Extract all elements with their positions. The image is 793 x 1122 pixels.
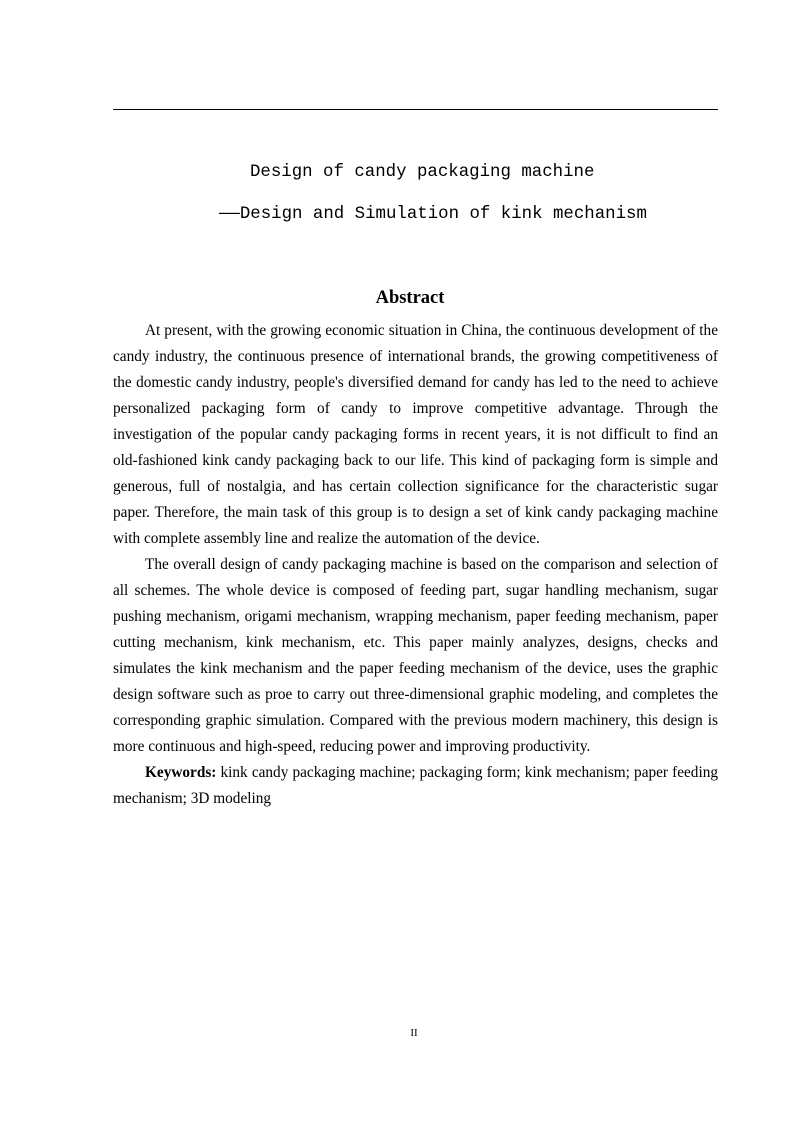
keywords-label: Keywords: (145, 764, 217, 781)
abstract-paragraph-2: The overall design of candy packaging machine is based on the comparison and selection of all schemes. The whole device is composed of feeding part, sugar handling mechanism, sugar pushing mechanism, origami mechanism, wrapping mechanism, paper feeding mechanism, paper cutting mechanism, kink mechanism, etc. This paper mainly analyzes, designs, checks and simulates the kink mechanism and the paper feeding mechanism of the device, uses the graphic design software such as proe to carry out three-dimensional graphic modeling, and completes the corresponding graphic simulation. Compared with the previous modern machinery, this design is more continuous and high-speed, reducing power and improving productivity. (113, 556, 718, 755)
document-subtitle: ——Design and Simulation of kink mechanism (219, 205, 647, 224)
page-number: II (410, 1027, 418, 1039)
abstract-paragraph-1: At present, with the growing economic situation in China, the continuous development of the candy industry, the continuous presence of international brands, the growing competitiveness of the domestic candy industry, people's diversified demand for candy has led to the need to achieve personalized packaging form of candy to improve competitive advantage. Through the investigation of the popular candy packaging forms in recent years, it is not difficult to find an old-fashioned kink candy packaging back to our life. This kind of packaging form is simple and generous, full of nostalgia, and has certain collection significance for the characteristic sugar paper. Therefore, the main task of this group is to design a set of kink candy packaging machine with complete assembly line and realize the automation of the device. (113, 322, 718, 547)
keywords-line (113, 760, 718, 812)
keywords-text: kink candy packaging machine; packaging form; kink mechanism; paper feeding mechanism; 3D modeling (113, 764, 719, 807)
document-title: Design of candy packaging machine (250, 163, 595, 182)
abstract-body (113, 318, 718, 812)
header-rule (113, 109, 718, 110)
abstract-heading: Abstract (375, 288, 445, 308)
